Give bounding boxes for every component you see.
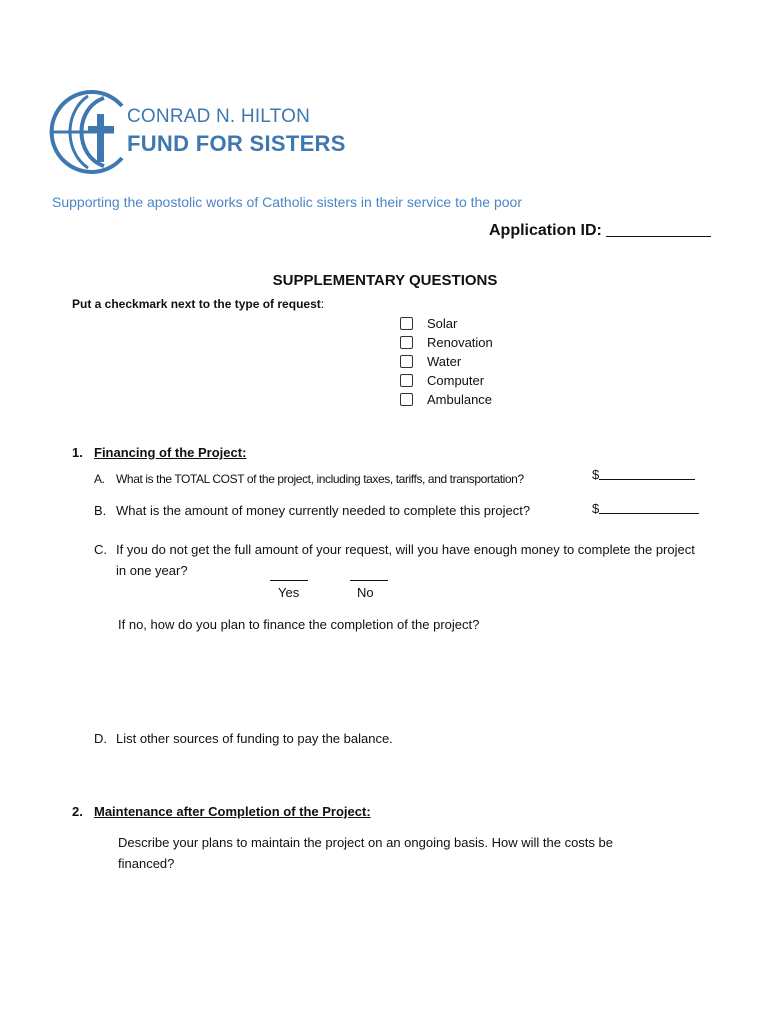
total-cost-line[interactable] bbox=[599, 467, 695, 480]
section-maintenance-heading bbox=[72, 804, 371, 819]
no-label: No bbox=[357, 585, 374, 600]
org-tagline: Supporting the apostolic works of Catholic sisters in their service to the poor bbox=[52, 194, 523, 210]
request-type-water[interactable] bbox=[400, 352, 493, 371]
section-number: 1. bbox=[72, 445, 83, 460]
checkbox[interactable] bbox=[400, 336, 413, 349]
page-title: SUPPLEMENTARY QUESTIONS bbox=[272, 272, 498, 289]
currency-symbol: $ bbox=[592, 467, 600, 482]
checkbox[interactable] bbox=[400, 374, 413, 387]
question-d bbox=[94, 731, 393, 746]
section-financing-heading bbox=[72, 445, 246, 460]
application-id-label: Application ID: bbox=[489, 222, 602, 239]
request-type-renovation[interactable] bbox=[400, 333, 493, 352]
amount-needed-line[interactable] bbox=[599, 501, 699, 514]
instruction-bold: Put a checkmark next to the type of request bbox=[72, 297, 321, 311]
question-text: List other sources of funding to pay the balance. bbox=[116, 731, 393, 746]
checkbox-label: Renovation bbox=[427, 335, 493, 350]
checkbox[interactable] bbox=[400, 355, 413, 368]
org-name-line1: CONRAD N. HILTON bbox=[127, 106, 311, 127]
no-answer-line[interactable] bbox=[350, 580, 388, 581]
question-letter: C. bbox=[94, 542, 107, 557]
request-type-list bbox=[400, 314, 493, 409]
checkbox-label: Ambulance bbox=[427, 392, 493, 407]
total-cost-field[interactable] bbox=[592, 467, 695, 482]
question-c bbox=[94, 539, 704, 581]
request-type-instruction bbox=[72, 297, 324, 311]
question-letter: D. bbox=[94, 731, 107, 746]
org-name-line2: FUND FOR SISTERS bbox=[127, 131, 346, 156]
question-text: If you do not get the full amount of your request, will you have enough money to complete the project in one year? bbox=[116, 542, 695, 578]
question-text: What is the TOTAL COST of the project, including taxes, tariffs, and transportation? bbox=[116, 472, 524, 486]
checkbox-label: Water bbox=[427, 354, 462, 369]
checkbox[interactable] bbox=[400, 317, 413, 330]
question-letter: B. bbox=[94, 503, 107, 518]
section-title: Financing of the Project: bbox=[94, 445, 247, 460]
question-a bbox=[94, 472, 524, 486]
request-type-ambulance[interactable] bbox=[400, 390, 493, 409]
yes-answer-line[interactable] bbox=[270, 580, 308, 581]
question-b bbox=[94, 503, 530, 518]
checkbox[interactable] bbox=[400, 393, 413, 406]
request-type-solar[interactable] bbox=[400, 314, 493, 333]
section-number: 2. bbox=[72, 804, 83, 819]
amount-needed-field[interactable] bbox=[592, 501, 699, 516]
globe-cross-icon bbox=[44, 88, 134, 176]
instruction-tail: : bbox=[320, 297, 325, 311]
currency-symbol: $ bbox=[592, 501, 600, 516]
yes-label: Yes bbox=[278, 585, 300, 600]
request-type-computer[interactable] bbox=[400, 371, 493, 390]
maintenance-question: Describe your plans to maintain the project on an ongoing basis. How will the costs be financed? bbox=[118, 835, 613, 871]
section-title: Maintenance after Completion of the Project: bbox=[94, 804, 371, 819]
checkbox-label: Computer bbox=[427, 373, 485, 388]
application-id-field[interactable] bbox=[606, 222, 711, 237]
if-no-question: If no, how do you plan to finance the completion of the project? bbox=[118, 617, 480, 632]
question-text: What is the amount of money currently needed to complete this project? bbox=[116, 503, 531, 518]
checkbox-label: Solar bbox=[427, 316, 458, 331]
application-id bbox=[489, 222, 711, 240]
question-letter: A. bbox=[94, 472, 105, 486]
